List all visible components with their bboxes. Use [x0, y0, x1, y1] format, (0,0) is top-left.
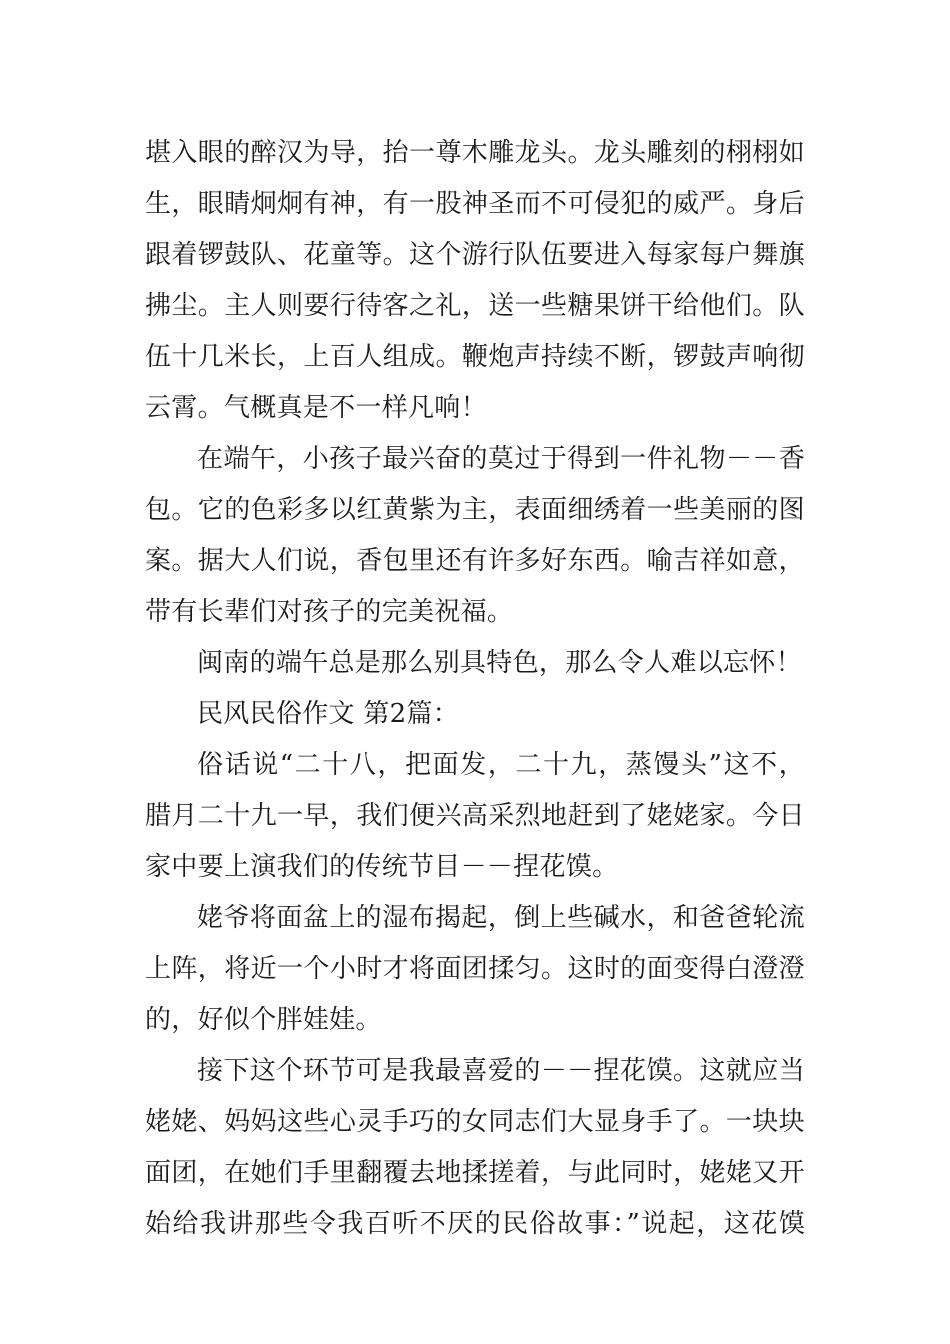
body-text [145, 128, 805, 1250]
text-line: 上阵，将近一个小时才将面团揉匀。这时的面变得白澄澄 [145, 954, 805, 984]
text-line: 在端午，小孩子最兴奋的莫过于得到一件礼物－－香 [197, 444, 805, 474]
text-line: 生，眼睛炯炯有神，有一股神圣而不可侵犯的威严。身后 [145, 189, 805, 219]
text-line: 接下这个环节可是我最喜爱的－－捏花馍。这就应当 [197, 1056, 805, 1086]
text-line: 闽南的端午总是那么别具特色，那么令人难以忘怀！ [197, 648, 802, 678]
text-line: 带有长辈们对孩子的完美祝福。 [145, 597, 514, 627]
text-line: 民风民俗作文 第2篇： [197, 699, 460, 729]
text-line: 姥姥、妈妈这些心灵手巧的女同志们大显身手了。一块块 [145, 1107, 805, 1137]
text-line: 俗话说“二十八，把面发，二十九，蒸馒头”这不， [197, 750, 805, 780]
text-line: 的，好似个胖娃娃。 [145, 1005, 382, 1035]
text-line: 案。据大人们说，香包里还有许多好东西。喻吉祥如意， [145, 546, 805, 576]
text-line: 包。它的色彩多以红黄紫为主，表面细绣着一些美丽的图 [145, 495, 805, 525]
text-line: 腊月二十九一早，我们便兴高采烈地赶到了姥姥家。今日 [145, 801, 805, 831]
text-line: 堪入眼的醉汉为导，抬一尊木雕龙头。龙头雕刻的栩栩如 [145, 138, 805, 168]
text-line: 伍十几米长，上百人组成。鞭炮声持续不断，锣鼓声响彻 [145, 342, 805, 372]
text-line: 姥爷将面盆上的湿布揭起，倒上些碱水，和爸爸轮流 [197, 903, 805, 933]
text-line: 家中要上演我们的传统节目－－捏花馍。 [145, 852, 619, 882]
text-line: 面团，在她们手里翻覆去地揉搓着，与此同时，姥姥又开 [145, 1158, 805, 1188]
text-line: 云霄。气概真是不一样凡响！ [145, 393, 487, 423]
text-line: 拂尘。主人则要行待客之礼，送一些糖果饼干给他们。队 [145, 291, 805, 321]
text-line: 跟着锣鼓队、花童等。这个游行队伍要进入每家每户舞旗 [145, 240, 805, 270]
text-line: 始给我讲那些令我百听不厌的民俗故事：”说起，这花馍 [145, 1209, 805, 1239]
